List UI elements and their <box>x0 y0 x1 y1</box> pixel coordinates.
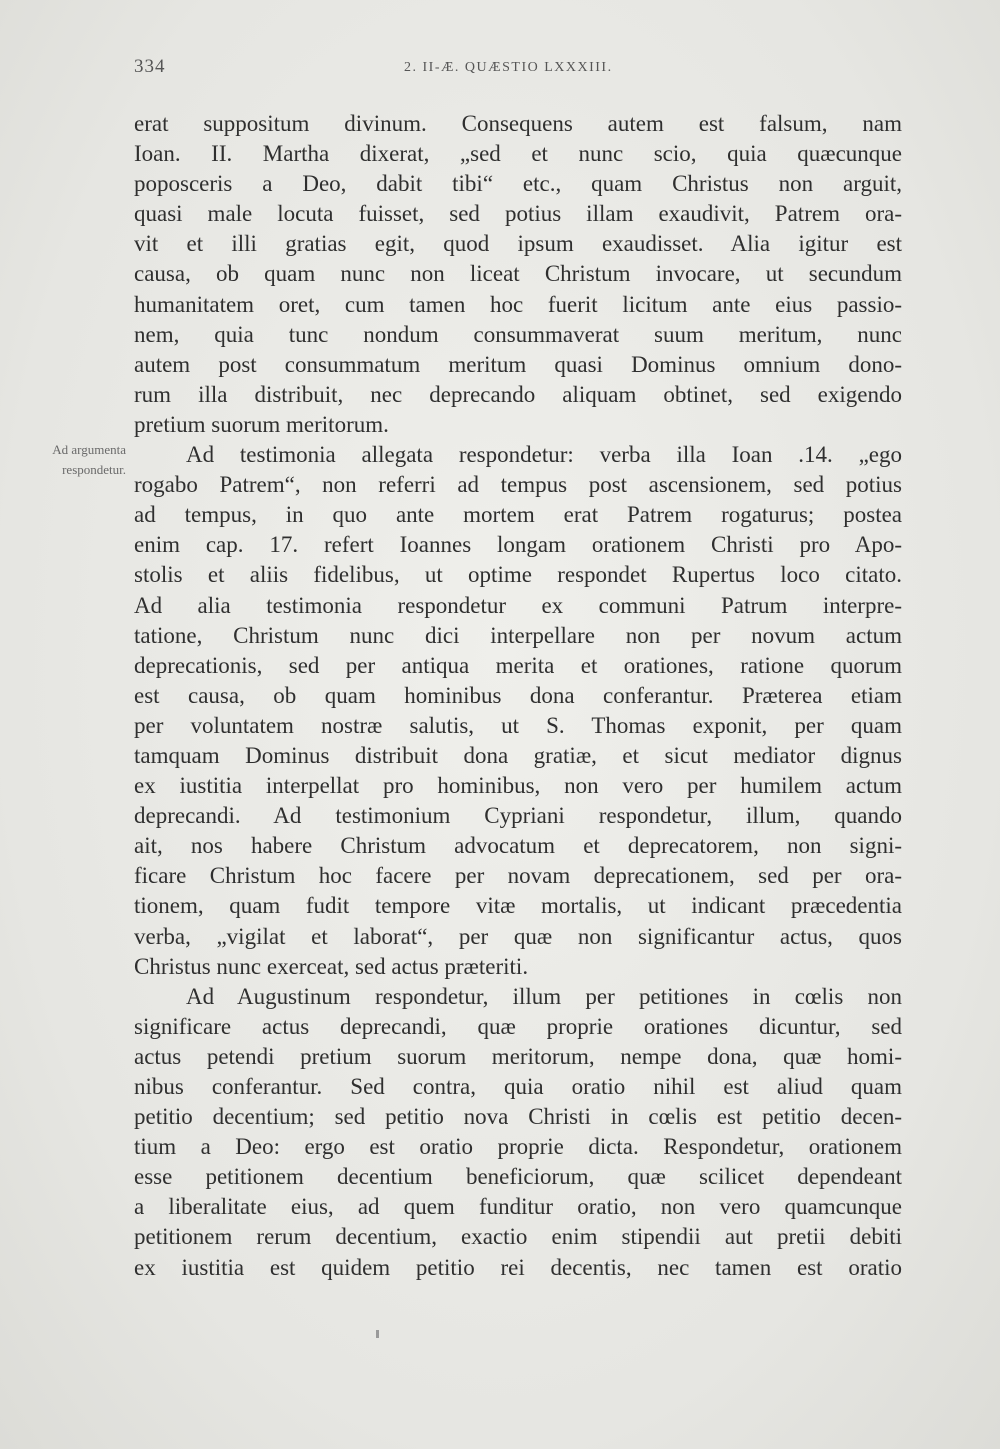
text-line: a liberalitate eius, ad quem funditur oratio, non vero quamcunque <box>134 1194 902 1220</box>
text-line: rum illa distribuit, nec deprecando aliquam obtinet, sed exigendo <box>134 381 902 407</box>
text-line: vit et illi gratias egit, quod ipsum exaudisset. Alia igitur est <box>134 231 902 257</box>
text-line: ex iustitia est quidem petitio rei decentis, nec tamen est oratio <box>134 1254 902 1280</box>
text-line: deprecationis, sed per antiqua merita et orationes, ratione quorum <box>134 652 902 678</box>
body-text <box>134 109 902 1283</box>
text-line: enim cap. 17. refert Ioannes longam orationem Christi pro Apo- <box>134 532 902 558</box>
text-line: est causa, ob quam hominibus dona conferantur. Præterea etiam <box>134 682 902 708</box>
text-line: tamquam Dominus distribuit dona gratiæ, et sicut mediator dignus <box>134 742 902 768</box>
page-header <box>0 56 1000 84</box>
text-line: deprecandi. Ad testimonium Cypriani respondetur, illum, quando <box>134 803 902 829</box>
text-line: petitio decentium; sed petitio nova Christi in cœlis est petitio decen- <box>134 1104 902 1130</box>
text-line: petitionem rerum decentium, exactio enim stipendii aut pretii debiti <box>134 1224 902 1250</box>
text-line: ait, nos habere Christum advocatum et deprecatorem, non signi- <box>134 833 902 859</box>
text-line: Ioan. II. Martha dixerat, „sed et nunc scio, quia quæcunque <box>134 141 902 167</box>
text-line: tionem, quam fudit tempore vitæ mortalis, ut indicant præcedentia <box>134 893 902 919</box>
running-head: 2. II-Æ. QUÆSTIO LXXXIII. <box>404 60 613 75</box>
text-line: causa, ob quam nunc non liceat Christum invocare, ut secundum <box>134 261 902 287</box>
text-line: pretium suorum meritorum. <box>134 411 389 437</box>
text-line: nem, quia tunc nondum consummaverat suum meritum, nunc <box>134 321 902 347</box>
text-line: Ad alia testimonia respondetur ex communi Patrum interpre- <box>134 592 902 618</box>
print-mark <box>376 1330 379 1338</box>
text-line: tium a Deo: ergo est oratio proprie dicta. Respondetur, orationem <box>134 1134 902 1160</box>
text-line: per voluntatem nostræ salutis, ut S. Thomas exponit, per quam <box>134 712 902 738</box>
text-line: stolis et aliis fidelibus, ut optime respondet Rupertus loco citato. <box>134 562 902 588</box>
text-line: poposceris a Deo, dabit tibi“ etc., quam Christus non arguit, <box>134 171 902 197</box>
text-line: Ad Augustinum respondetur, illum per petitiones in cœlis non <box>186 983 902 1009</box>
text-line: nibus conferantur. Sed contra, quia oratio nihil est aliud quam <box>134 1074 902 1099</box>
marginal-note-line: Ad argumenta <box>52 442 126 457</box>
marginal-note-line: respondetur. <box>62 462 126 477</box>
text-line: Ad testimonia allegata respondetur: verba illa Ioan .14. „ego <box>186 442 902 468</box>
text-line: rogabo Patrem“, non referri ad tempus post ascensionem, sed potius <box>134 472 902 498</box>
text-line: verba, „vigilat et laborat“, per quæ non significantur actus, quos <box>134 923 902 949</box>
text-line: esse petitionem decentium beneficiorum, quæ scilicet dependeant <box>134 1164 902 1190</box>
text-line: actus petendi pretium suorum meritorum, nempe dona, quæ homi- <box>134 1043 902 1069</box>
text-line: ad tempus, in quo ante mortem erat Patrem rogaturus; postea <box>134 502 902 528</box>
text-line: humanitatem oret, cum tamen hoc fuerit licitum ante eius passio- <box>134 291 902 317</box>
text-line: erat suppositum divinum. Consequens autem est falsum, nam <box>134 111 902 136</box>
marginal-note <box>14 440 126 480</box>
text-line: significare actus deprecandi, quæ proprie orationes dicuntur, sed <box>134 1013 902 1039</box>
text-line: ficare Christum hoc facere per novam deprecationem, sed per ora- <box>134 863 902 889</box>
text-line: autem post consummatum meritum quasi Dominus omnium dono- <box>134 351 902 377</box>
text-line: tatione, Christum nunc dici interpellare non per novum actum <box>134 622 902 648</box>
text-line: Christus nunc exerceat, sed actus præteriti. <box>134 953 529 979</box>
text-line: ex iustitia interpellat pro hominibus, non vero per humilem actum <box>134 773 902 799</box>
text-line: quasi male locuta fuisset, sed potius illam exaudivit, Patrem ora- <box>134 201 902 227</box>
page-number: 334 <box>134 56 166 77</box>
